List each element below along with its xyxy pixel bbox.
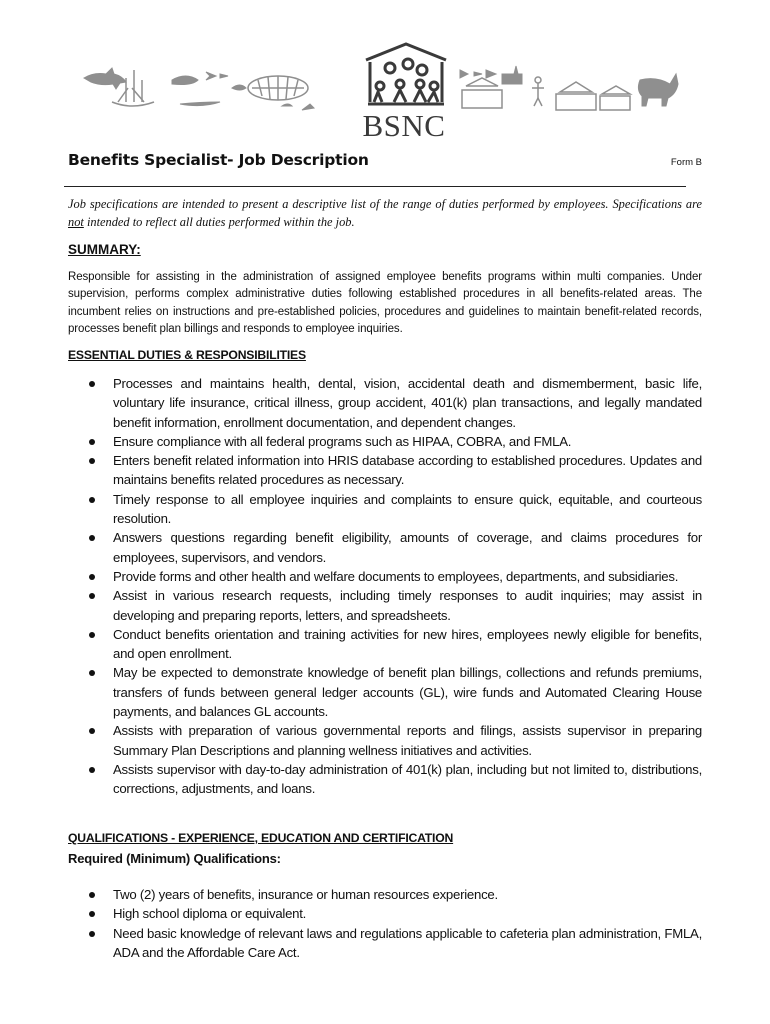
list-item xyxy=(0,904,702,923)
reindeer-icon xyxy=(502,66,522,84)
form-label: Form B xyxy=(670,157,702,168)
qualification-text: Need basic knowledge of relevant laws and regulations applicable to cafeteria plan administration, FMLA, ADA and the Affordable Care Act. xyxy=(113,925,702,960)
whale-icon xyxy=(172,76,198,85)
qualification-text: Two (2) years of benefits, insurance or human resources experience. xyxy=(113,887,498,902)
duty-text: Assists supervisor with day-to-day administration of 401(k) plan, including but not limited to, distributions, corrections, adjustments, and loans. xyxy=(113,761,702,797)
list-item xyxy=(0,663,702,721)
duty-text: Processes and maintains health, dental, vision, accidental death and dismemberment, basic life, voluntary life insurance, critical illness, group accident, 401(k) plan transactions, and legally mandated benefit information, enrollment documentation, and dependent changes. xyxy=(113,376,702,430)
list-item xyxy=(0,721,702,760)
disclaimer-part-1: Job specifications are intended to present a descriptive list of the range of duties performed by employees. Specifications are xyxy=(68,197,702,211)
qualification-text: High school diploma or equivalent. xyxy=(113,906,307,922)
list-item xyxy=(0,567,702,586)
list-item xyxy=(0,490,702,529)
qualifications-list xyxy=(0,885,702,962)
list-item xyxy=(0,432,702,451)
disclaimer-not-word: not xyxy=(68,215,84,229)
summary-heading: SUMMARY: xyxy=(68,242,141,257)
bullet-icon xyxy=(89,593,95,599)
fish-icon xyxy=(460,70,496,78)
caribou-icon xyxy=(638,74,678,106)
title-divider xyxy=(64,186,686,187)
summary-text: Responsible for assisting in the administration of assigned employee benefits programs within multi companies. Under supervision, performs complex administrative duties following established procedures in all benefits-related areas. The incumbent relies on instructions and pre-established policies, procedures and guidelines to maintain benefit-related records, processes benefit plan billings and responds to employee inquiries. xyxy=(68,271,702,335)
list-item xyxy=(0,924,702,963)
bullet-icon xyxy=(89,381,95,387)
duty-text: Assist in various research requests, including timely responses to audit inquiries; may assist in developing and preparing reports, letters, and spreadsheets. xyxy=(113,588,702,623)
kayak-icon xyxy=(180,102,220,106)
duty-text: Provide forms and other health and welfare documents to employees, departments, and subsidiaries. xyxy=(113,568,679,584)
page-title: Benefits Specialist- Job Description xyxy=(68,151,369,169)
bullet-icon xyxy=(89,670,95,676)
disclaimer-text xyxy=(68,195,702,231)
bird-icon xyxy=(206,72,228,80)
list-item xyxy=(0,374,702,432)
required-qualifications-subheading: Required (Minimum) Qualifications: xyxy=(68,851,281,866)
duties-heading: ESSENTIAL DUTIES & RESPONSIBILITIES xyxy=(68,348,306,362)
duty-text: Enters benefit related information into HRIS database according to established procedures. Updates and maintains benefits related procedures as necessary. xyxy=(113,453,702,488)
fox-icon xyxy=(84,68,126,89)
bullet-icon xyxy=(89,439,95,445)
bullet-icon xyxy=(89,728,95,734)
bullet-icon xyxy=(89,767,95,773)
disclaimer-part-2: intended to reflect all duties performed within the job. xyxy=(83,215,355,229)
bullet-icon xyxy=(89,458,95,464)
list-item xyxy=(0,451,702,490)
list-item xyxy=(0,586,702,625)
bsnc-logo-text: BSNC xyxy=(362,108,446,143)
duty-text: Answers questions regarding benefit eligibility, amounts of coverage, and claims procedures for employees, supervisors, and vendors. xyxy=(113,530,702,565)
duty-text: Assists with preparation of various governmental reports and filings, assists supervisor in preparing Summary Plan Descriptions and planning wellness initiatives and activities. xyxy=(113,723,702,758)
duty-text: Timely response to all employee inquiries and complaints to ensure quick, equitable, and courteous resolution. xyxy=(113,491,702,527)
bullet-icon xyxy=(89,931,95,937)
bsnc-logo-icon xyxy=(366,44,446,104)
bullet-icon xyxy=(89,632,95,638)
duty-text: May be expected to demonstrate knowledge of benefit plan billings, collections and refunds premiums, transfers of funds between general ledger accounts (GL), wire funds and Automated Clearing House payments, and balances GL accounts. xyxy=(113,665,702,720)
bullet-icon xyxy=(89,892,95,898)
bullet-icon xyxy=(89,535,95,541)
duty-text: Conduct benefits orientation and training activities for new hires, employees newly eligible for benefits, and open enrollment. xyxy=(113,626,702,662)
fish-trap-icon xyxy=(248,76,308,100)
qualifications-heading: QUALIFICATIONS - EXPERIENCE, EDUCATION AND CERTIFICATION xyxy=(68,831,454,845)
bullet-icon xyxy=(89,497,95,503)
bullet-icon xyxy=(89,911,95,917)
bullet-icon xyxy=(89,574,95,580)
list-item xyxy=(0,625,702,664)
duties-list xyxy=(0,374,702,799)
village-icon xyxy=(462,78,502,108)
list-item xyxy=(0,885,702,904)
list-item xyxy=(0,528,702,567)
duty-text: Ensure compliance with all federal programs such as HIPAA, COBRA, and FMLA. xyxy=(113,433,572,449)
people-icon xyxy=(532,77,544,106)
list-item xyxy=(0,760,702,799)
houses-icon xyxy=(556,82,630,110)
